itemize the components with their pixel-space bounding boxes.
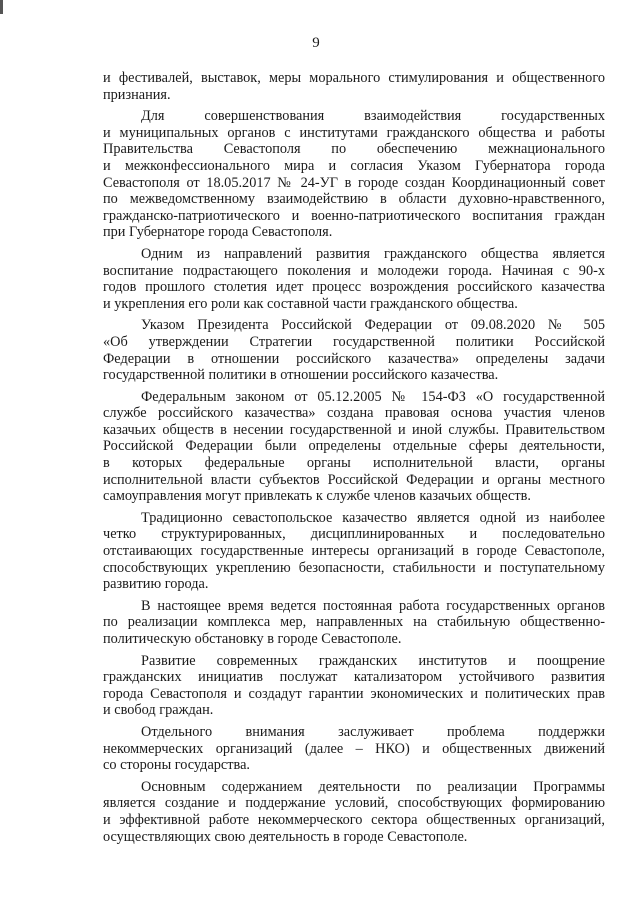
text-line: службе российского казачества» создана правовая основа участия членов (103, 405, 605, 422)
text-line: государственной политики в отношении российского казачества. (103, 367, 499, 384)
text-line: и укрепления его роли как составной части гражданского общества. (103, 295, 518, 312)
paragraph (103, 389, 605, 505)
text-line: осуществляющих свою деятельность в городе Севастополе. (103, 828, 468, 845)
paragraph (103, 598, 605, 648)
text-line: является создание и поддержание условий, способствующих формированию (103, 795, 605, 812)
text-line: годов прошлого столетия идет процесс возрождения российского казачества (103, 279, 605, 296)
text-line: при Губернаторе города Севастополя. (103, 224, 333, 241)
text-line: В настоящее время ведется постоянная работа государственных органов (141, 597, 605, 614)
paragraph (103, 70, 605, 103)
text-line: признания. (103, 86, 171, 103)
text-line: отстаивающих государственные интересы организаций в городе Севастополе, (103, 543, 605, 560)
text-line: со стороны государства. (103, 757, 251, 774)
text-line: Федеральным законом от 05.12.2005 № 154-ФЗ «О государственной (141, 388, 605, 405)
text-line: по межведомственному взаимодействию в области духовно-нравственного, (103, 191, 605, 208)
text-line: Российской Федерации были определены отдельные сферы деятельности, (103, 438, 605, 455)
text-line: способствующих укреплению безопасности, стабильности и поступательному (103, 559, 605, 576)
text-line: некоммерческих организаций (далее – НКО) и общественных движений (103, 740, 605, 757)
paragraph (103, 246, 605, 312)
page-number: 9 (312, 35, 320, 51)
text-line: воспитание подрастающего поколения и молодежи города. Начиная с 90-х (103, 262, 605, 279)
scan-edge-mark (0, 0, 3, 14)
text-line: и эффективной работе некоммерческого сектора общественных организаций, (103, 811, 605, 828)
text-line: казачьих обществ в несении государственной и иной службы. Правительством (103, 421, 605, 438)
text-line: Развитие современных гражданских институтов и поощрение (141, 652, 605, 669)
text-line: гражданско-патриотического и военно-патриотического воспитания граждан (103, 207, 605, 224)
text-line: и фестивалей, выставок, меры морального стимулирования и общественного (103, 70, 605, 86)
text-line: «Об утверждении Стратегии государственной политики Российской (103, 333, 605, 350)
text-line: Указом Президента Российской Федерации от 09.08.2020 № 505 (141, 317, 605, 334)
paragraph (103, 108, 605, 241)
paragraph (103, 317, 605, 383)
paragraph (103, 510, 605, 593)
paragraph (103, 779, 605, 845)
text-line: гражданских инициатив послужат катализатором устойчивого развития (103, 669, 605, 686)
text-line: Севастополя от 18.05.2017 № 24-УГ в городе создан Координационный совет (103, 174, 605, 191)
text-line: Традиционно севастопольское казачество является одной из наиболее (141, 509, 605, 526)
text-line: развитию города. (103, 576, 209, 593)
text-line: Основным содержанием деятельности по реализации Программы (141, 778, 605, 795)
text-line: Правительства Севастополя по обеспечению межнационального (103, 141, 605, 158)
document-body (103, 70, 605, 850)
text-line: и муниципальных органов с институтами гражданского общества и работы (103, 124, 605, 141)
text-line: города Севастополя и создадут гарантии экономических и политических прав (103, 685, 605, 702)
text-line: Федерации в отношении российского казачества» определены задачи (103, 350, 605, 367)
text-line: политическую обстановку в городе Севастополе. (103, 631, 402, 647)
text-line: Для совершенствования взаимодействия государственных (141, 108, 605, 125)
text-line: четко структурированных, дисциплинированных и последовательно (103, 526, 605, 543)
text-line: и свобод граждан. (103, 702, 214, 719)
text-line: Отдельного внимания заслуживает проблема поддержки (141, 723, 605, 740)
text-line: самоуправления могут привлекать к службе членов казачьих обществ. (103, 488, 531, 505)
paragraph (103, 653, 605, 719)
text-line: исполнительной власти субъектов Российской Федерации и органы местного (103, 471, 605, 488)
text-line: в которых федеральные органы исполнительной власти, органы (103, 455, 605, 472)
text-line: по реализации комплекса мер, направленных на стабильную общественно- (103, 614, 605, 631)
paragraph (103, 724, 605, 774)
text-line: и межконфессионального мира и согласия Указом Губернатора города (103, 157, 605, 174)
text-line: Одним из направлений развития гражданского общества является (141, 245, 605, 262)
